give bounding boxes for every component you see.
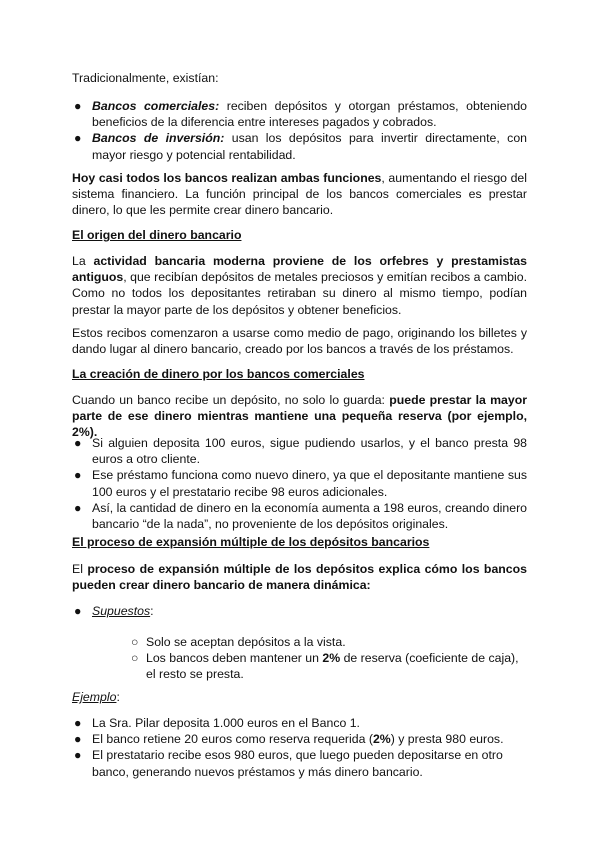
emphasis: 2% <box>372 732 391 747</box>
paragraph-text: El <box>72 562 88 576</box>
emphasis: actividad bancaria moderna proviene de los orfebres y prestamistas antiguos <box>72 254 527 285</box>
list-item-text: La Sra. Pilar deposita 1.000 euros en el Banco 1. <box>92 716 360 730</box>
circle-bullet-icon: ○ <box>131 635 139 649</box>
list-item-text: Así, la cantidad de dinero en la economía aumenta a 198 euros, creando dinero bancario “de la nada”, no proveniente de los depósitos originales. <box>92 500 527 532</box>
section-heading: El origen del dinero bancario <box>72 228 242 242</box>
list-item <box>72 435 527 467</box>
emphasis: 2% <box>322 651 341 666</box>
list-item-text: Solo se aceptan depósitos a la vista. <box>146 635 346 649</box>
bullet-icon: ● <box>74 99 82 113</box>
list-item <box>72 467 527 499</box>
paragraph-text: Cuando un banco recibe un depósito, no solo lo guarda: <box>72 393 390 407</box>
list-item <box>72 747 527 779</box>
paragraph-text: La <box>72 254 94 268</box>
bank-types-list <box>72 98 527 163</box>
paragraph <box>72 392 527 441</box>
paragraph: Estos recibos comenzaron a usarse como medio de pago, originando los billetes y dando lugar al dinero bancario, creado por los bancos a través de los préstamos. <box>72 326 527 357</box>
emphasis: Hoy casi todos los bancos realizan ambas funciones <box>72 171 382 185</box>
emphasis: puede prestar la mayor parte de ese dinero mientras mantiene una pequeña reserva (por ejemplo, 2%). <box>72 393 527 440</box>
example-list <box>72 715 527 780</box>
list-item <box>131 650 527 682</box>
colon: : <box>150 604 154 618</box>
section-heading: El proceso de expansión múltiple de los depósitos bancarios <box>72 535 430 549</box>
emphasis: proceso de expansión múltiple de los depósitos explica cómo los bancos pueden crear dinero bancario de manera dinámica: <box>72 562 527 593</box>
bullet-icon: ● <box>74 604 82 618</box>
bullet-icon: ● <box>74 500 82 515</box>
assumptions-label: Supuestos <box>92 604 151 618</box>
bullet-icon: ● <box>74 436 82 450</box>
term: Bancos de inversión: <box>92 131 225 146</box>
list-item-text: ) y presta 980 euros. <box>390 732 504 747</box>
paragraph <box>72 561 527 593</box>
paragraph <box>72 253 527 318</box>
list-item-text: Ese préstamo funciona como nuevo dinero, ya que el depositante mantiene sus 100 euros y el prestatario recibe 98 euros adicionales. <box>92 468 527 499</box>
example-label-line <box>72 689 527 705</box>
list-item-text: El banco retiene 20 euros como reserva requerida ( <box>92 732 373 747</box>
definition: reciben depósitos y otorgan préstamos, obteniendo beneficios de la diferencia entre intereses pagados y cobrados. <box>92 99 527 130</box>
list-item <box>72 500 527 532</box>
list-item-text: Los bancos deben mantener un <box>146 651 323 666</box>
bullet-icon: ● <box>74 732 82 747</box>
paragraph-text: , que recibían depósitos de metales preciosos y emitían recibos a cambio. Como no todos los depositantes retiraban su dinero al mismo tiempo, podían prestar la mayor parte de los depósitos y obtener beneficios. <box>72 270 527 317</box>
circle-bullet-icon: ○ <box>131 651 139 666</box>
list-item <box>131 634 527 650</box>
paragraph <box>72 170 527 219</box>
bullet-icon: ● <box>74 716 82 730</box>
list-item <box>72 603 527 619</box>
bullet-icon: ● <box>74 131 82 146</box>
list-item-text: El prestatario recibe esos 980 euros, que luego pueden depositarse en otro banco, generando nuevos préstamos y más dinero bancario. <box>92 748 503 779</box>
definition: usan los depósitos para invertir directamente, con mayor riesgo y potencial rentabilidad. <box>92 131 527 162</box>
list-item-text: Si alguien deposita 100 euros, sigue pudiendo usarlos, y el banco presta 98 euros a otro cliente. <box>92 436 527 467</box>
assumptions-sublist <box>131 634 527 683</box>
list-item <box>72 715 527 731</box>
paragraph-text: , aumentando el riesgo del sistema financiero. La función principal de los bancos comerciales es prestar dinero, lo que les permite crear dinero bancario. <box>72 171 527 218</box>
list-item <box>72 98 527 130</box>
list-item <box>72 731 527 747</box>
assumptions-list <box>72 603 527 619</box>
list-item <box>72 130 527 162</box>
colon: : <box>116 690 120 704</box>
bullet-icon: ● <box>74 748 82 763</box>
example-label: Ejemplo <box>72 690 117 704</box>
bullet-icon: ● <box>74 468 82 483</box>
section-heading: La creación de dinero por los bancos comerciales <box>72 367 365 381</box>
term: Bancos comerciales: <box>92 99 220 113</box>
list-item-text: de reserva (coeficiente de caja), el resto se presta. <box>146 651 519 682</box>
bullet-list <box>72 435 527 532</box>
intro-text: Tradicionalmente, existían: <box>72 71 219 85</box>
